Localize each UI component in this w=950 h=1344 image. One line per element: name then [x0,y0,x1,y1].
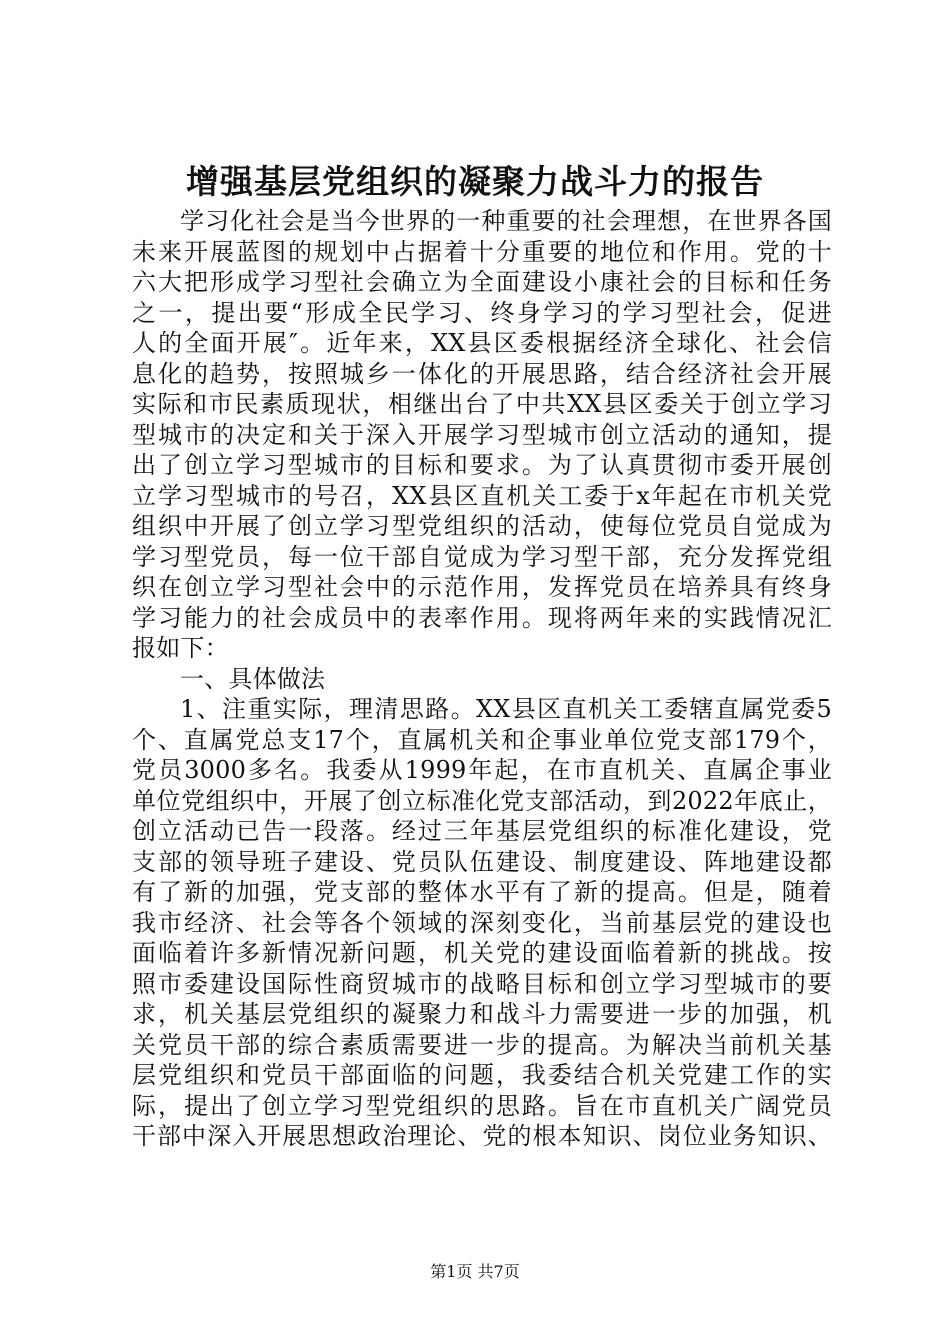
text-line: 层党组织和党员干部面临的问题，我委结合机关党建工作的实 [132,1061,832,1089]
text-line: 六大把形成学习型社会确立为全面建设小康社会的目标和任务 [132,268,832,296]
text-line: 未来开展蓝图的规划中占据着十分重要的地位和作用。党的十 [132,237,832,266]
text-line: 有了新的加强，党支部的整体水平有了新的提高。但是，随着 [132,878,832,906]
text-line: 立学习型城市的号召，XX县区直机关工委于x年起在市机关党 [132,481,832,510]
text-line: 型城市的决定和关于深入开展学习型城市创立活动的通知，提 [132,420,832,449]
text-line: 学习型党员，每一位干部自觉成为学习型干部，充分发挥党组 [132,542,832,571]
text-line: 际，提出了创立学习型党组织的思路。旨在市直机关广阔党员 [132,1091,832,1120]
text-line: 求，机关基层党组织的凝聚力和战斗力需要进一步的加强，机 [132,1000,832,1028]
text-line: 报如下： [132,634,229,662]
text-line: 学习能力的社会成员中的表率作用。现将两年来的实践情况汇 [132,603,832,632]
text-line: 息化的趋势，按照城乡一体化的开展思路，结合经济社会开展 [132,359,832,388]
text-line: 党员3000多名。我委从1999年起，在市直机关、直属企事业 [132,756,832,784]
text-line: 创立活动已告一段落。经过三年基层党组织的标准化建设，党 [132,817,832,845]
text-line: 关党员干部的综合素质需要进一步的提高。为解决当前机关基 [132,1030,832,1059]
text-line: 干部中深入开展思想政治理论、党的根本知识、岗位业务知识、 [132,1122,832,1150]
text-line: 学习化社会是当今世界的一种重要的社会理想，在世界各国 [180,207,832,235]
document-title: 增强基层党组织的凝聚力战斗力的报告 [186,162,764,201]
document-body [132,206,832,1152]
text-line: 1、注重实际，理清思路。XX县区直机关工委辖直属党委5 [180,695,832,723]
text-line: 之一，提出要“形成全民学习、终身学习的学习型社会，促进 [132,298,832,327]
text-line: 单位党组织中，开展了创立标准化党支部活动，到2022年底止， [132,786,832,815]
text-line: 面临着许多新情况新问题，机关党的建设面临着新的挑战。按 [132,939,832,967]
text-line: 我市经济、社会等各个领域的深刻变化，当前基层党的建设也 [132,908,832,937]
section-heading: 一、具体做法 [180,664,326,693]
text-line: 出了创立学习型城市的目标和要求。为了认真贯彻市委开展创 [132,451,832,479]
text-line: 个、直属党总支17个，直属机关和企事业单位党支部179个， [132,725,832,754]
text-line: 支部的领导班子建设、党员队伍建设、制度建设、阵地建设都 [132,847,832,876]
text-line: 织在创立学习型社会中的示范作用，发挥党员在培养具有终身 [132,573,832,601]
text-line: 实际和市民素质现状，相继出台了中共XX县区委关于创立学习 [132,390,832,418]
text-line: 组织中开展了创立学习型党组织的活动，使每位党员自觉成为 [132,512,832,540]
page-footer: 第1页 共7页 [430,1262,520,1281]
text-line: 照市委建设国际性商贸城市的战略目标和创立学习型城市的要 [132,969,832,998]
text-line: 人的全面开展″。近年来，XX县区委根据经济全球化、社会信 [132,329,832,357]
